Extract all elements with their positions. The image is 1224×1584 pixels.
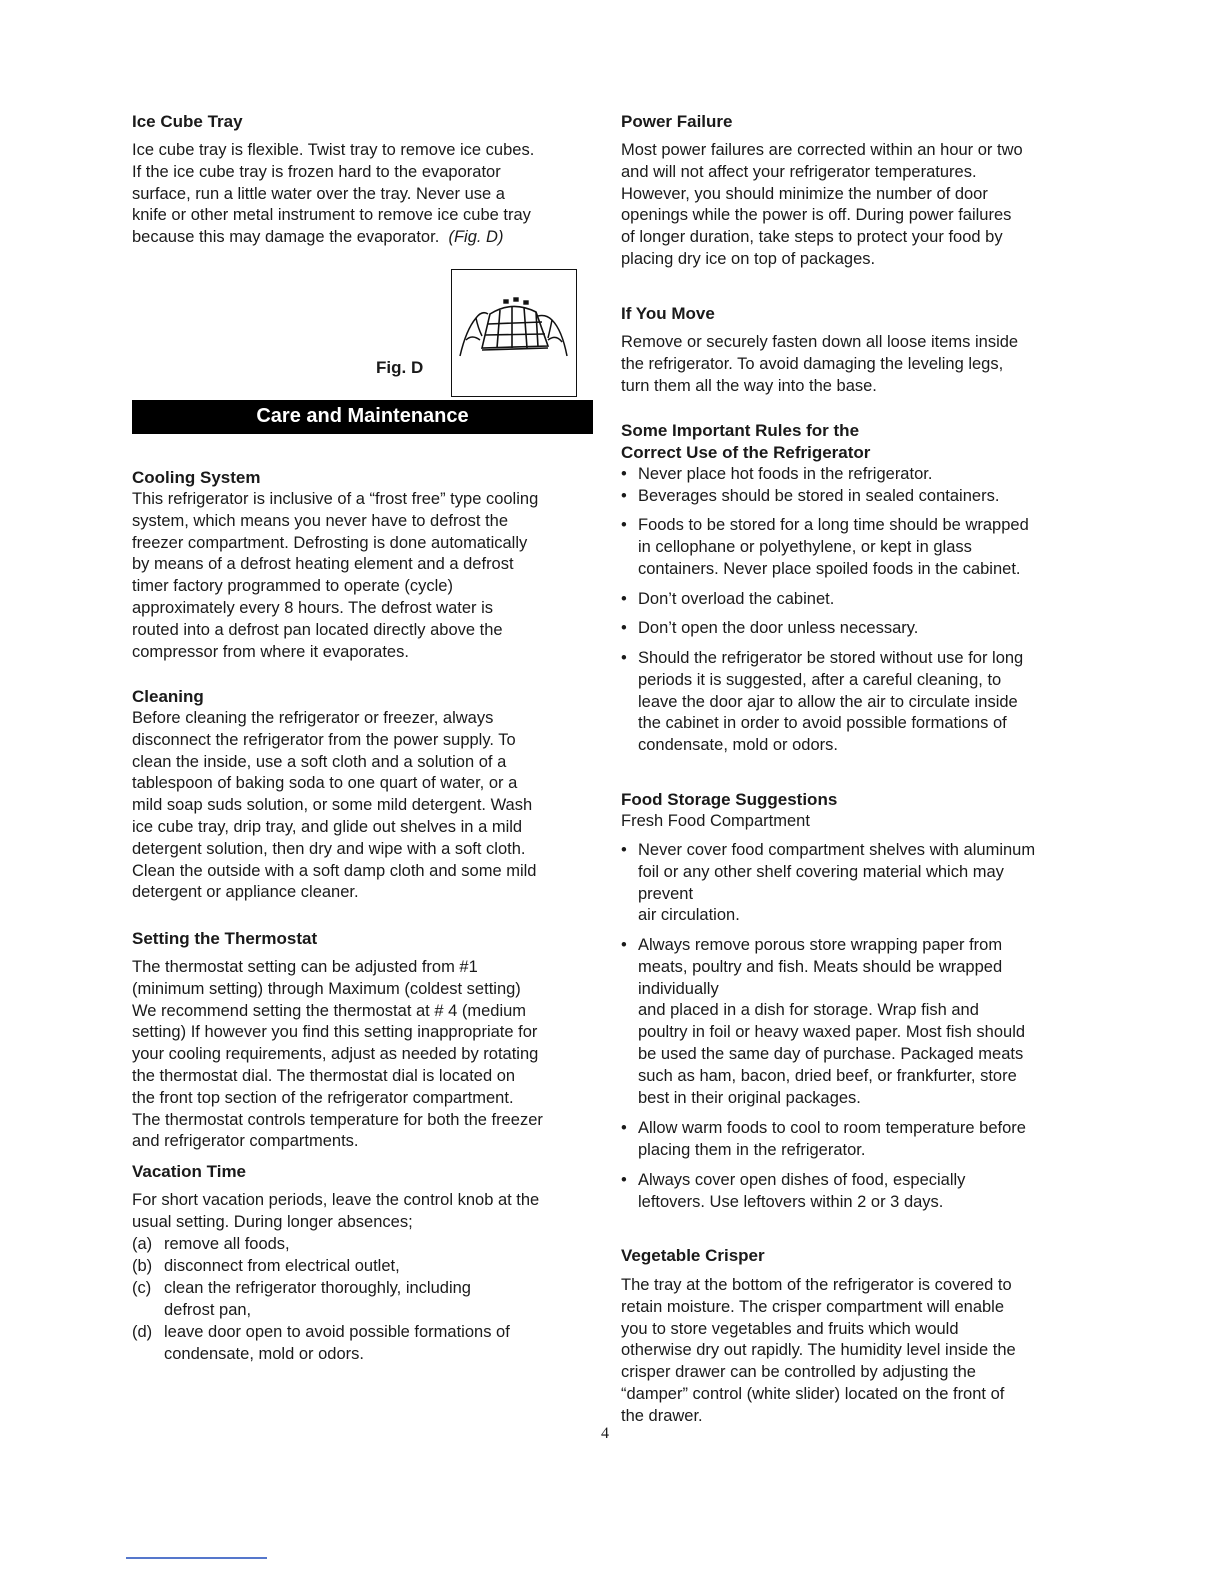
ice-cube-tray-text: Ice cube tray is flexible. Twist tray to remove ice cubes. If the ice cube tray is frozen hard to the evaporator surface, run a little water over the tray. Never use a knife or other metal instrument to remove ice cube tray because this may damage the evaporator. (Fig. D)	[132, 141, 535, 247]
vegetable-crisper-text: The tray at the bottom of the refrigerator is covered to retain moisture. The crisper compartment will enable you to store vegetables and fruits which would otherwise dry out rapidly. The humidity level inside the crisper drawer can be controlled by adjusting the “damper” control (white slider) located on the front of the drawer.	[621, 1276, 1016, 1425]
food-storage-subtitle: Fresh Food Compartment	[621, 812, 810, 830]
ice-tray-hands-icon	[452, 270, 575, 395]
footer-divider	[126, 1557, 267, 1559]
fig-reference: (Fig. D)	[448, 228, 504, 247]
thermostat-heading: Setting the Thermostat	[132, 929, 318, 948]
cooling-system-heading: Cooling System	[132, 468, 261, 487]
food-storage-bullet-item: • Always remove porous store wrapping paper from meats, poultry and fish. Meats should be wrapped individually and placed in a dish for storage. Wrap fish and poultry in foil or heavy waxed paper. Most fish should be used the same day of purchase. Packaged meats such as ham, bacon, dried beef, or frankfurter, store best in their original packages.	[621, 936, 1026, 1107]
cooling-system-text: This refrigerator is inclusive of a “frost free” type cooling system, which means you never have to defrost the freezer compartment. Defrosting is done automatically by means of a defrost heating element and a defrost timer factory programmed to operate (cycle) approximately every 8 hours. The defrost water is routed into a defrost pan located directly above the compressor from where it evaporates.	[132, 490, 539, 661]
care-and-maintenance-banner: Care and Maintenance	[132, 400, 593, 434]
rules-bullet-item: • Don’t open the door unless necessary.	[621, 619, 919, 637]
vacation-list-item: (c) clean the refrigerator thoroughly, including defrost pan,	[132, 1279, 471, 1319]
cleaning-heading: Cleaning	[132, 687, 204, 706]
figure-d-box	[451, 269, 577, 397]
food-storage-bullet-item: • Never cover food compartment shelves with aluminum foil or any other shelf covering material which may prevent air circulation.	[621, 841, 1036, 925]
power-failure-heading: Power Failure	[621, 112, 733, 131]
vacation-list-item: (d) leave door open to avoid possible formations of condensate, mold or odors.	[132, 1323, 510, 1363]
ice-cube-tray-heading: Ice Cube Tray	[132, 112, 243, 131]
cleaning-text: Before cleaning the refrigerator or freezer, always disconnect the refrigerator from the power supply. To clean the inside, use a soft cloth and a solution of a tablespoon of baking soda to one quart of water, or a mild soap suds solution, or some mild detergent. Wash ice cube tray, drip tray, and glide out shelves in a mild detergent solution, then dry and wipe with a soft cloth. Clean the outside with a soft damp cloth and some mild detergent or appliance cleaner.	[132, 709, 537, 902]
thermostat-text: The thermostat setting can be adjusted from #1 (minimum setting) through Maximum (coldest setting) We recommend setting the thermostat at # 4 (medium setting) If however you find this setting inappropriate for your cooling requirements, adjust as needed by rotating the thermostat dial. The thermostat dial is located on the front top section of the refrigerator compartment. The thermostat controls temperature for both the freezer and refrigerator compartments.	[132, 958, 543, 1151]
vegetable-crisper-heading: Vegetable Crisper	[621, 1246, 765, 1265]
rules-bullet-item: • Foods to be stored for a long time should be wrapped in cellophane or polyethylene, or kept in glass containers. Never place spoiled foods in the cabinet.	[621, 516, 1029, 578]
rules-bullet-item: • Never place hot foods in the refrigerator.	[621, 465, 933, 483]
page-number: 4	[601, 1425, 609, 1442]
if-you-move-text: Remove or securely fasten down all loose items inside the refrigerator. To avoid damaging the leveling legs, turn them all the way into the base.	[621, 333, 1019, 395]
food-storage-bullet-item: • Allow warm foods to cool to room temperature before placing them in the refrigerator.	[621, 1119, 1026, 1159]
vacation-list-item: (b) disconnect from electrical outlet,	[132, 1257, 400, 1275]
power-failure-text: Most power failures are corrected within an hour or two and will not affect your refrigerator temperatures. However, you should minimize the number of door openings while the power is off. During power failures of longer duration, take steps to protect your food by placing dry ice on top of packages.	[621, 141, 1023, 268]
food-storage-bullet-item: • Always cover open dishes of food, especially leftovers. Use leftovers within 2 or 3 days.	[621, 1171, 966, 1211]
food-storage-heading: Food Storage Suggestions	[621, 790, 838, 809]
rules-bullet-item: • Don’t overload the cabinet.	[621, 590, 835, 608]
rules-heading: Some Important Rules for the	[621, 421, 860, 440]
vacation-heading: Vacation Time	[132, 1162, 247, 1181]
vacation-list-item: (a) remove all foods,	[132, 1235, 290, 1253]
vacation-text: For short vacation periods, leave the control knob at the usual setting. During longer absences;	[132, 1191, 540, 1231]
if-you-move-heading: If You Move	[621, 304, 715, 323]
figure-label: Fig. D	[376, 358, 424, 377]
rules-bullet-item: • Should the refrigerator be stored without use for long periods it is suggested, after a careful cleaning, to leave the door ajar to allow the air to circulate inside the cabinet in order to avoid possible formations of condensate, mold or odors.	[621, 649, 1024, 755]
rules-bullet-item: • Beverages should be stored in sealed containers.	[621, 487, 1000, 505]
rules-heading-line2: Correct Use of the Refrigerator	[621, 443, 871, 462]
